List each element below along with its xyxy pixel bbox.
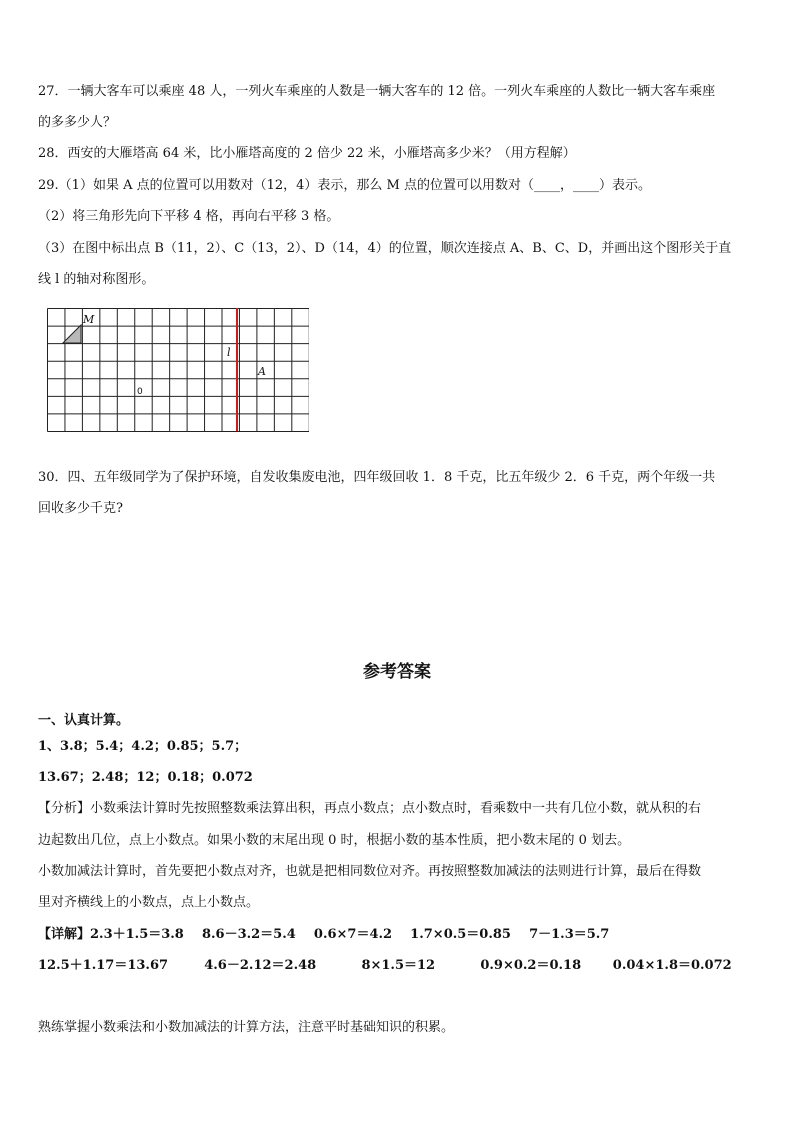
axis-l-label: l — [227, 346, 231, 359]
answers-title: 参考答案 — [363, 662, 431, 682]
analysis-line1: 【分析】小数乘法计算时先按照整数乘法算出积，再点小数点；点小数点时，看乘数中一共有几位小数，就从积的右 — [38, 801, 702, 816]
point-m-label: M — [83, 313, 95, 326]
detail-line2: 12.5＋1.17＝13.67 4.6－2.12＝2.48 8×1.5＝12 0.9×0.2＝0.18 0.04×1.8＝0.072 — [38, 958, 732, 973]
q29-part3-text-line1: （3）在图中标出点 B（11，2）、C（13，2）、D（14，4）的位置，顺次连接点 A、B、C、D，并画出这个图形关于直 — [38, 241, 732, 256]
q29-part2-text: （2）将三角形先向下平移 4 格，再向右平移 3 格。 — [38, 209, 340, 224]
q30-text-line2: 回收多少千克? — [38, 501, 123, 516]
answer1-line1: 1、3.8；5.4；4.2；0.85；5.7； — [38, 739, 248, 754]
point-a-label: A — [258, 365, 266, 378]
coordinate-grid — [47, 308, 309, 450]
q27-text-line1: 27．一辆大客车可以乘座 48 人，一列火车乘座的人数是一辆大客车的 12 倍。一列火车乘座的人数比一辆大客车乘座 — [38, 84, 716, 99]
detail-line1: 【详解】2.3＋1.5＝3.8 8.6－3.2＝5.4 0.6×7＝4.2 1.7×0.5＝0.85 7－1.3＝5.7 — [38, 927, 610, 942]
analysis-line3: 小数加减法计算时，首先要把小数点对齐，也就是把相同数位对齐。再按照整数加减法的法则进行计算，最后在得数 — [38, 864, 702, 879]
answer1-line2: 13.67；2.48；12；0.18；0.072 — [38, 770, 253, 785]
answers-section1-heading: 一、认真计算。 — [38, 713, 130, 728]
q29-part3-text-line2: 线 l 的轴对称图形。 — [38, 272, 155, 287]
origin-label: 0 — [137, 387, 143, 397]
q28-text: 28．西安的大雁塔高 64 米，比小雁塔高度的 2 倍少 22 米，小雁塔高多少米？（用方程解） — [38, 146, 576, 161]
q29-part1-text: 29.（1）如果 A 点的位置可以用数对（12，4）表示，那么 M 点的位置可以用数对（____，____）表示。 — [38, 178, 651, 193]
analysis-line2: 边起数出几位，点上小数点。如果小数的末尾出现 0 时，根据小数的基本性质，把小数末尾的 0 划去。 — [38, 833, 631, 848]
grid-svg — [47, 308, 309, 450]
grid-lines — [48, 309, 310, 432]
q27-text-line2: 的多多少人？ — [38, 115, 117, 130]
q30-text-line1: 30．四、五年级同学为了保护环境，自发收集废电池，四年级回收 1．8 千克，比五年级少 2．6 千克，两个年级一共 — [38, 470, 716, 485]
summary-text: 熟练掌握小数乘法和小数加减法的计算方法，注意平时基础知识的积累。 — [38, 1020, 455, 1035]
analysis-line4: 里对齐横线上的小数点，点上小数点。 — [38, 895, 260, 910]
shaded-triangle — [63, 325, 81, 343]
